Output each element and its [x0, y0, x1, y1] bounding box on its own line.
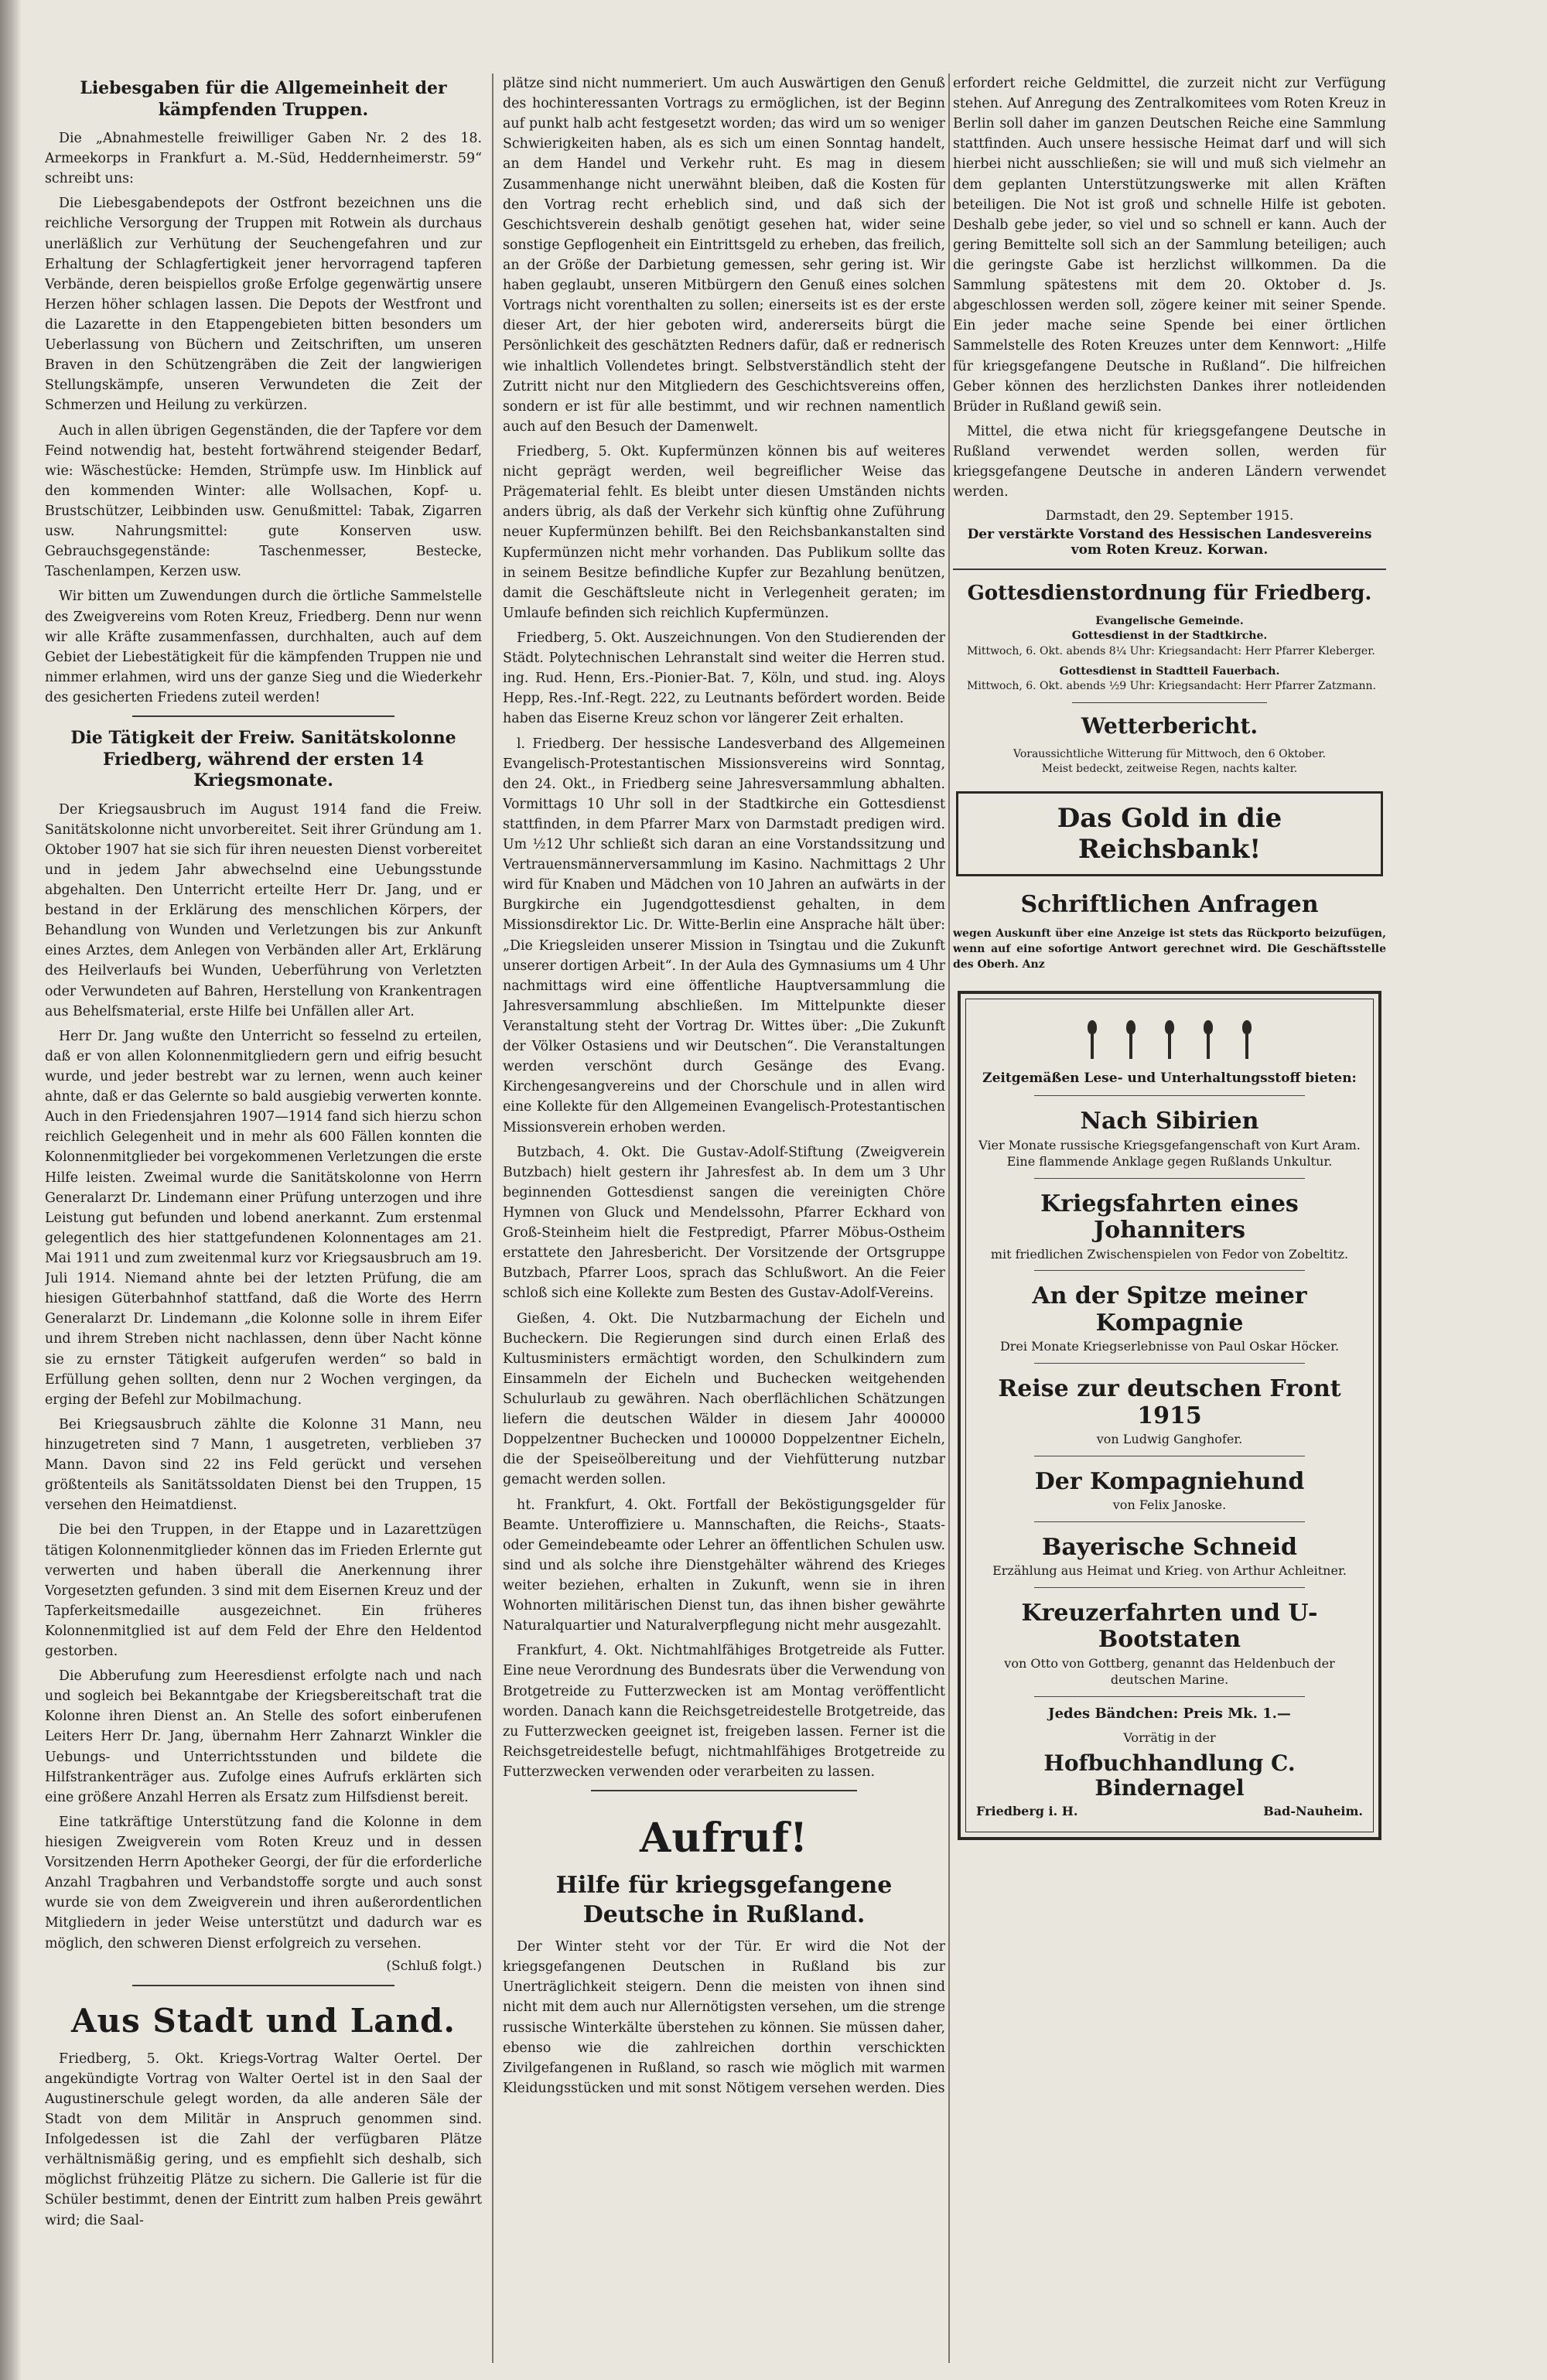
section-title: Aus Stadt und Land.: [70, 2001, 456, 2040]
torch-icon: [1200, 1020, 1216, 1059]
article-paragraph: Herr Dr. Jang wußte den Unterricht so fesselnd zu erteilen, daß er von allen Kolonnenmitgliedern gern und eifrig besucht wurde, und jeder bestrebt war zu lernen, wenn auch keiner ahnte, daß er das Gelernte so bald ausgiebig verwerten konnte. Auch in den Friedensjahren 1907—1914 fand sich hierzu schon reichlich Gelegenheit und in mehr als 600 Fällen konnten die Kolonnenmitglieder bei vorgekommenen Verletzungen die erste Hilfe leisten. Zweimal wurde die Sanitätskolonne von Herrn Generalarzt Dr. Lindemann einer Prüfung unterzogen und ihre Leistung gut befunden und lobend anerkannt. Zum erstenmal gelegentlich des hier stattgefundenen Kolonnentages am 21. Mai 1911 und zum zweitenmal kurz vor Kriegsausbruch am 19. Juli 1914. Niemand ahnte bei der letzten Prüfung, die am hiesigen Güterbahnhof stattfand, daß die Worte des Herrn Generalarzt Dr. Lindemann „die Kolonne solle in ihrem Eifer und ihrem Streben nicht nachlassen, denn über Nacht könne sie zu ernster Tätigkeit aufgerufen werden“ so bald in Erfüllung gehen sollten, denn nur 2 Wochen vergingen, da erging der Befehl zur Mobilmachung.: [45, 1028, 482, 1408]
column-1: [45, 73, 482, 2363]
ad-divider: [1034, 1696, 1305, 1697]
article-paragraph: Frankfurt, 4. Okt. Nichtmahlfähiges Brotgetreide als Futter. Eine neue Verordnung des Bundesrats über die Verwendung von Brotgetreide zu Futterzwecken ist am Montag veröffentlicht worden. Danach kann die Reichsgetreidestelle Brotgetreide, das zu Futterzwecken geeignet ist, freigeben lassen. Ferner ist die Reichsgetreidestelle befugt, nichtmahlfähiges Brotgetreide zu Futterzwecken verwenden oder verarbeiten zu lassen.: [503, 1643, 945, 1780]
divider: [132, 715, 394, 717]
book-title: Nach Sibirien: [1080, 1108, 1259, 1135]
column-rule: [948, 73, 950, 2363]
notice-title: Schriftlichen Anfragen: [1020, 890, 1319, 918]
article-paragraph: Wir bitten um Zuwendungen durch die örtliche Sammelstelle des Zweigvereins vom Roten Kreuz, Friedberg. Denn nur wenn wir alle Kräfte zusammenfassen, durchhalten, auch auf dem Gebiet der Liebestätigkeit für die kämpfenden Truppen nie und nimmer erlahmen, wird uns der ganze Sieg und die Wiederkehr des gesicherten Friedens zuteil werden!: [45, 589, 482, 705]
article-paragraph: Die bei den Truppen, in der Etappe und in Lazarettzügen tätigen Kolonnenmitglieder können das im Frieden Erlernte gut verwerten und haben überall die Anerkennung ihrer Vorgesetzten gefunden. 3 sind mit dem Eisernen Kreuz und der Tapferkeitsmedaille ausgezeichnet. Ein früheres Kolonnenmitglied ist auf dem Feld der Ehre den Heldentod gestorben.: [45, 1522, 482, 1660]
appeal-title: Aufruf!: [640, 1815, 808, 1863]
weather-text: Voraussichtliche Witterung für Mittwoch, den 6 Oktober.: [1013, 747, 1326, 760]
article-paragraph: erfordert reiche Geldmittel, die zurzeit nicht zur Verfügung stehen. Auf Anregung des Zentralkomitees vom Roten Kreuz in Berlin soll daher im ganzen Deutschen Reiche eine Sammlung stattfinden. Auch unsere hessische Heimat darf und will sich hierbei nicht ausschließen; sie will und muß sich vielmehr an dem geplanten Unterstützungswerke mit allen Kräften beteiligen. Die Not ist groß und schnelle Hilfe ist geboten. Deshalb gebe jeder, so viel und so schnell er kann. Auch der gering Bemittelte soll sich an der Sammlung beteiligen; auch die geringste Gabe ist herzlichst willkommen. Da die Sammlung spätestens mit dem 20. Oktober d. Js. abgeschlossen werden soll, zögere keiner mit seiner Spende. Ein jeder mache seine Spende bei einer örtlichen Sammelstelle des Roten Kreuzes unter dem Kennwort: „Hilfe für kriegsgefangene Deutsche in Rußland“. Die hilfreichen Geber können des herzlichsten Dankes ihrer notleidenden Brüder in Rußland gewiß sein.: [953, 76, 1386, 415]
divider: [953, 569, 1386, 570]
notice-text: wegen Auskunft über eine Anzeige ist stets das Rückporto beizufügen, wenn auf eine sofortige Antwort gerechnet wird. Die Geschäftsstelle des Oberh. Anz: [953, 927, 1386, 971]
article-paragraph: Eine tatkräftige Unterstützung fand die Kolonne in dem hiesigen Zweigverein vom Roten Kreuz und in dessen Vorsitzenden Herrn Apotheker Georgi, der für die erforderliche Anzahl Tragbahren und Verbandstoffe sorgte und auch sonst wurde sie von dem Zweigverein und ihren außerordentlichen Mitgliedern in jeder Weise unterstützt und dadurch war es möglich, den schweren Dienst erfolgreich zu versehen.: [45, 1814, 482, 1951]
continued-note: (Schluß folgt.): [386, 1958, 482, 1974]
torch-icon: [1239, 1020, 1255, 1059]
service-text: Mittwoch, 6. Okt. abends ½9 Uhr: Kriegsandacht: Herr Pfarrer Zatzmann.: [967, 680, 1376, 693]
article-paragraph: l. Friedberg. Der hessische Landesverband des Allgemeinen Evangelisch-Protestantischen Missionsvereins wird Sonntag, den 24. Okt., in Friedberg seine Jahresversammlung abhalten. Vormittags 10 Uhr soll in der Stadtkirche ein Gottesdienst stattfinden, in dem Pfarrer Marx von Darmstadt predigen wird. Um ½12 Uhr schließt sich daran an eine Vorstandssitzung und Vertrauensmännerversammlung im Kasino. Nachmittags 2 Uhr wird für Knaben und Mädchen von 10 Jahren an aufwärts in der Burgkirche ein Jugendgottesdienst gehalten, in dem Missionsdirektor Lic. Dr. Witte-Berlin eine Ansprache hält über: „Die Kriegsleiden unserer Mission in Tsingtau und die Zukunft unserer dortigen Arbeit“. In der Aula des Gymnasiums um 4 Uhr nachmittags wird eine öffentliche Hauptversammlung die Jahresversammlung abschließen. Im Mittelpunkte dieser Veranstaltung steht der Vortrag Dr. Wittes über: „Die Zukunft der Völker Ostasiens und wir Deutschen“. Die Veranstaltungen werden verschönt durch Gesänge des Evang. Kirchengesangvereins und der Chorschule und in allen wird eine Kollekte für den Allgemeinen Evangelisch-Protestantischen Missionsverein erhoben werden.: [503, 736, 945, 1135]
stock-line: Vorrätig in der: [1123, 1730, 1216, 1746]
divider: [132, 1985, 394, 1986]
article-paragraph: plätze sind nicht nummeriert. Um auch Auswärtigen den Genuß des hochinteressanten Vortrags zu ermöglichen, ist der Beginn auf punkt halb acht festgesetzt worden; das wird um so weniger Schwierigkeiten haben, als es sich um einen Sonntag handelt, an dem Handel und Verkehr ruht. Es mag in diesem Zusammenhange nicht unerwähnt bleiben, daß die Kosten für den Vortrag recht erheblich sind, und daß sich der Geschichtsverein deshalb genötigt gesehen hat, wider seine sonstige Gepflogenheit ein Eintrittsgeld zu erheben, das freilich, an der Größe der Darbietung gemessen, sehr gering ist. Wir haben geglaubt, unseren Mitbürgern den Genuß eines solchen Vortrags nicht vorenthalten zu sollen; einerseits ist es der erste dieser Art, der hier geboten wird, andererseits bürgt die Persönlichkeit des geschätzten Redners dafür, daß er rednerisch wie inhaltlich Vollendetes bringt. Selbstverständlich steht der Zutritt nicht nur den Mitgliedern des Geschichtsvereins offen, sondern er ist für alle bestimmt, und wir rechnen namentlich auch auf den Besuch der Damenwelt.: [503, 76, 945, 435]
ad-divider: [1034, 1521, 1305, 1522]
shop-city: Bad-Nauheim.: [1263, 1804, 1363, 1819]
article-paragraph: Die Liebesgabendepots der Ostfront bezeichnen uns die reichliche Versorgung der Truppen mit Rotwein als durchaus unerläßlich zur Verhütung der Seuchengefahren und zur Erhaltung der Schlagfertigkeit jener hervorragend tapferen Verbände, deren beispiellos große Erfolge gegenwärtig unsere Herzen höher schlagen lassen. Die Depots der Westfront und die Lazarette in den Etappengebieten bitten besonders um Ueberlassung von Büchern und Zeitschriften, um unseren Braven in den Schützengräben die Zeit der langwierigen Stellungskämpfe, unseren Verwundeten die Zeit der Schmerzen und Heilung zu verkürzen.: [45, 196, 482, 414]
price-line: Jedes Bändchen: Preis Mk. 1.—: [1048, 1706, 1291, 1723]
torch-icon: [1123, 1020, 1139, 1059]
ad-divider: [1034, 1095, 1305, 1096]
book-subtitle: mit friedlichen Zwischenspielen von Fedor von Zobeltitz.: [990, 1246, 1349, 1262]
service-text: Mittwoch, 6. Okt. abends 8¼ Uhr: Kriegsandacht: Herr Pfarrer Kleberger.: [967, 644, 1375, 657]
article-paragraph: Friedberg, 5. Okt. Kriegs-Vortrag Walter Oertel. Der angekündigte Vortrag von Walter Oertel ist in den Saal der Augustinerschule gelegt worden, da alle anderen Säle der Stadt von dem Militär in Anspruch genommen sind. Infolgedessen ist die Zahl der verfügbaren Plätze verhältnismäßig gering, und es empfiehlt sich deshalb, sich möglichst frühzeitig Plätze zu sichern. Die Gallerie ist für die Schüler bestimmt, denen der Eintritt zum halben Preis gewährt wird; die Saal-: [45, 2050, 482, 2228]
article-paragraph: Auch in allen übrigen Gegenständen, die der Tapfere vor dem Feind notwendig hat, besteht fortwährend steigender Bedarf, wie: Wäschestücke: Hemden, Strümpfe usw. Im Hinblick auf den kommenden Winter: alle Wollsachen, Kopf- u. Brustschützer, Leibbinden usw. Genußmittel: Tabak, Zigarren usw. Nahrungsmittel: gute Konserven usw. Gebrauchsgegenstände: Taschenmesser, Bestecke, Taschenlampen, Kerzen usw.: [45, 422, 482, 580]
book-advertisement: [958, 991, 1381, 1840]
article-title: Liebesgaben für die Allgemeinheit der kämpfenden Truppen.: [80, 78, 447, 120]
weather-text: Meist bedeckt, zeitweise Regen, nachts kalter.: [1041, 763, 1298, 776]
article-paragraph: Butzbach, 4. Okt. Die Gustav-Adolf-Stiftung (Zweigverein Butzbach) hielt gestern ihr Jahresfest ab. In dem um 3 Uhr beginnenden Gottesdienst sangen die vereinigten Chöre Hymnen von Gluck und Mendelssohn, Pfarrer Eckhard von Groß-Steinheim hielt die Festpredigt, Pfarrer Möbus-Ostheim erstattete den Jahresbericht. Der Vorsitzende der Ortsgruppe Butzbach, Pfarrer Loos, sprach das Schlußwort. An die Feier schloß sich eine Kollekte zum Besten des Gustav-Adolf-Vereins.: [503, 1144, 945, 1302]
signature: Der verstärkte Vorstand des Hessischen Landesvereins vom Roten Kreuz. Korwan.: [967, 527, 1372, 558]
ad-divider: [1034, 1587, 1305, 1588]
article-paragraph: Bei Kriegsausbruch zählte die Kolonne 31 Mann, neu hinzugetreten sind 7 Mann, 1 ausgetreten, verblieben 37 Mann. Davon sind 22 ins Feld gerückt und versehen größtenteils als Sanitätssoldaten Dienst bei den Truppen, 15 versehen den Heimatdienst.: [45, 1416, 482, 1514]
article-paragraph: Die Abberufung zum Heeresdienst erfolgte nach und nach und sogleich bei Bekanntgabe der Kriegsbereitschaft trat die Kolonne ihren Dienst an. An Stelle des sofort einberufenen Leiters Herr Dr. Jang, übernahm Herr Zahnarzt Winkler die Uebungs- und Unterrichtsstunden und bildete die Hilfstrankenträger aus. Zufolge eines Aufrufs erklärten sich eine größere Anzahl Herren als Ersatz zum Hilfsdienst bereit.: [45, 1668, 482, 1805]
torch-icon: [1084, 1020, 1100, 1059]
ad-divider: [1034, 1270, 1305, 1271]
page-edge: [0, 0, 22, 2380]
book-subtitle: Erzählung aus Heimat und Krieg. von Arthur Achleitner.: [992, 1563, 1347, 1579]
column-rule: [492, 73, 493, 2363]
article-paragraph: ht. Frankfurt, 4. Okt. Fortfall der Beköstigungsgelder für Beamte. Unteroffiziere u. Mannschaften, die Reichs-, Staats- oder Gemeindebeamte oder Lehrer an öffentlichen Schulen usw. sind und als solche ihre Dienstgehälter während des Krieges weiter beziehen, erhalten in Zukunft, wenn sie in ihren Wohnorten militärischen Dienst tun, das ihnen bisher gewährte Naturalquartier und Naturalverpflegung nicht mehr ausgezahlt.: [503, 1497, 945, 1634]
torch-icon: [1162, 1020, 1177, 1059]
service-subheading: Gottesdienst in Stadtteil Fauerbach.: [1059, 664, 1280, 678]
book-subtitle: von Felix Janoske.: [1112, 1497, 1227, 1513]
book-subtitle: von Ludwig Ganghofer.: [1096, 1432, 1243, 1447]
article-paragraph: Friedberg, 5. Okt. Kupfermünzen können bis auf weiteres nicht geprägt werden, weil begreiflicher Weise das Prägematerial fehlt. Es bleibt unter diesen Umständen nichts anders übrig, als daß der Verkehr sich künftig ohne Zuführung neuer Kupfermünzen behilft. Bei den Reichsbankanstalten sind Kupfermünzen nicht mehr vorhanden. Das Publikum sollte das in seinem Besitze befindliche Kupfer zur Bezahlung benützen, damit die Geschäftsleute nicht in Verlegenheit geraten; im Umlaufe befinden sich reichlich Kupfermünzen.: [503, 443, 945, 621]
article-paragraph: Der Winter steht vor der Tür. Er wird die Not der kriegsgefangenen Deutschen in Rußland bis zur Unerträglichkeit steigern. Denn die meisten von ihnen sind nicht mit dem auch nur Allernötigsten versehen, um die strenge russische Winterkälte überstehen zu können. Sie müssen daher, ebenso wie die zahlreichen dorthin verschickten Zivilgefangenen in Rußland, so rasch wie möglich mit warmen Kleidungsstücken und mit sonst Nötigem versehen werden. Dies: [503, 1939, 945, 2096]
service-heading: Evangelische Gemeinde.: [1095, 614, 1244, 627]
divider: [591, 1790, 856, 1791]
article-title: Die Tätigkeit der Freiw. Sanitätskolonne Friedberg, während der ersten 14 Kriegsmonate.: [70, 728, 456, 791]
article-paragraph: Der Kriegsausbruch im August 1914 fand die Freiw. Sanitätskolonne nicht unvorbereitet. Seit ihrer Gründung am 1. Oktober 1907 hat sie sich für ihren neuesten Dienst vorbereitet und in jedem Jahr abwechselnd eine Uebungsstunde abgehalten. Den Unterricht erteilte Herr Dr. Jang, und er bestand in der Erklärung des menschlichen Körpers, der Behandlung von Wunden und Verletzungen bis zur Ankunft eines Arztes, dem Anlegen von Verbänden aller Art, Erklärung des Heilverlaufs bei Wunden, Ueberführung von Verletzten oder Verwundeten auf Bahren, Herstellung von Krankentragen aus Behelfsmaterial, erste Hilfe bei Unfällen aller Art.: [45, 801, 482, 1019]
book-title: Der Kompagniehund: [1034, 1467, 1305, 1495]
column-2: [503, 73, 945, 2363]
book-title: Kriegsfahrten eines Johanniters: [1040, 1190, 1299, 1245]
ad-heading: Zeitgemäßen Lese- und Unterhaltungsstoff bieten:: [982, 1070, 1357, 1087]
service-title: Gottesdienstordnung für Friedberg.: [967, 582, 1372, 606]
book-subtitle: Vier Monate russische Kriegsgefangenschaft von Kurt Aram. Eine flammende Anklage gegen Rußlands Unkultur.: [978, 1137, 1361, 1170]
book-subtitle: Drei Monate Kriegserlebnisse von Paul Oskar Höcker.: [999, 1339, 1340, 1354]
shop-locations: [976, 1804, 1363, 1818]
weather-title: Wetterbericht.: [1081, 712, 1258, 739]
book-title: An der Spitze meiner Kompagnie: [1032, 1282, 1307, 1337]
shop-city: Friedberg i. H.: [976, 1804, 1078, 1819]
article-paragraph: Friedberg, 5. Okt. Auszeichnungen. Von den Studierenden der Städt. Polytechnischen Lehranstalt sind weiter die Herren stud. ing. Rud. Henn, Ers.-Pionier-Bat. 7, Köln, und stud. ing. Aloys Hepp, Res.-Inf.-Regt. 222, zu Leutnants befördert worden. Beide haben das Eiserne Kreuz schon vor längerer Zeit erhalten.: [503, 630, 945, 727]
divider: [1072, 702, 1267, 703]
gold-slogan: Das Gold in die Reichsbank!: [1057, 802, 1282, 865]
shop-name: Hofbuchhandlung C. Bindernagel: [1043, 1750, 1296, 1801]
appeal-subtitle: Hilfe für kriegsgefangene Deutsche in Rußland.: [555, 1872, 893, 1928]
book-title: Kreuzerfahrten und U-Bootstaten: [1021, 1599, 1318, 1654]
gold-box: [956, 791, 1383, 876]
service-subheading: Gottesdienst in der Stadtkirche.: [1071, 630, 1268, 643]
torches-ornament: [976, 1020, 1363, 1059]
book-subtitle: von Otto von Gottberg, genannt das Heldenbuch der deutschen Marine.: [1004, 1655, 1335, 1688]
dateline: Darmstadt, den 29. September 1915.: [1045, 508, 1294, 524]
article-paragraph: Die „Abnahmestelle freiwilliger Gaben Nr. 2 des 18. Armeekorps in Frankfurt a. M.-Süd, Heddernheimerstr. 59“ schreibt uns:: [45, 131, 482, 187]
ad-divider: [1034, 1178, 1305, 1179]
article-paragraph: Mittel, die etwa nicht für kriegsgefangene Deutsche in Rußland verwendet werden sollen, werden für kriegsgefangene Deutsche in anderen Ländern verwendet werden.: [953, 423, 1386, 500]
book-title: Bayerische Schneid: [1041, 1533, 1298, 1561]
book-title: Reise zur deutschen Front 1915: [998, 1375, 1341, 1429]
ad-divider: [1034, 1363, 1305, 1364]
column-3: [953, 73, 1386, 2363]
article-paragraph: Gießen, 4. Okt. Die Nutzbarmachung der Eicheln und Bucheckern. Die Regierungen sind durch einen Erlaß des Kultusministers ermächtigt worden, den Schulkindern zum Einsammeln der Eicheln und Buchecken weitgehenden Schulurlaub zu gewähren. Nach oberflächlichen Schätzungen liefern die deutschen Wälder in diesem Jahr 400000 Doppelzentner Buchecken und 100000 Doppelzentner Eicheln, die der Speiseölbereitung und der Viehfütterung nutzbar gemacht werden sollen.: [503, 1310, 945, 1488]
